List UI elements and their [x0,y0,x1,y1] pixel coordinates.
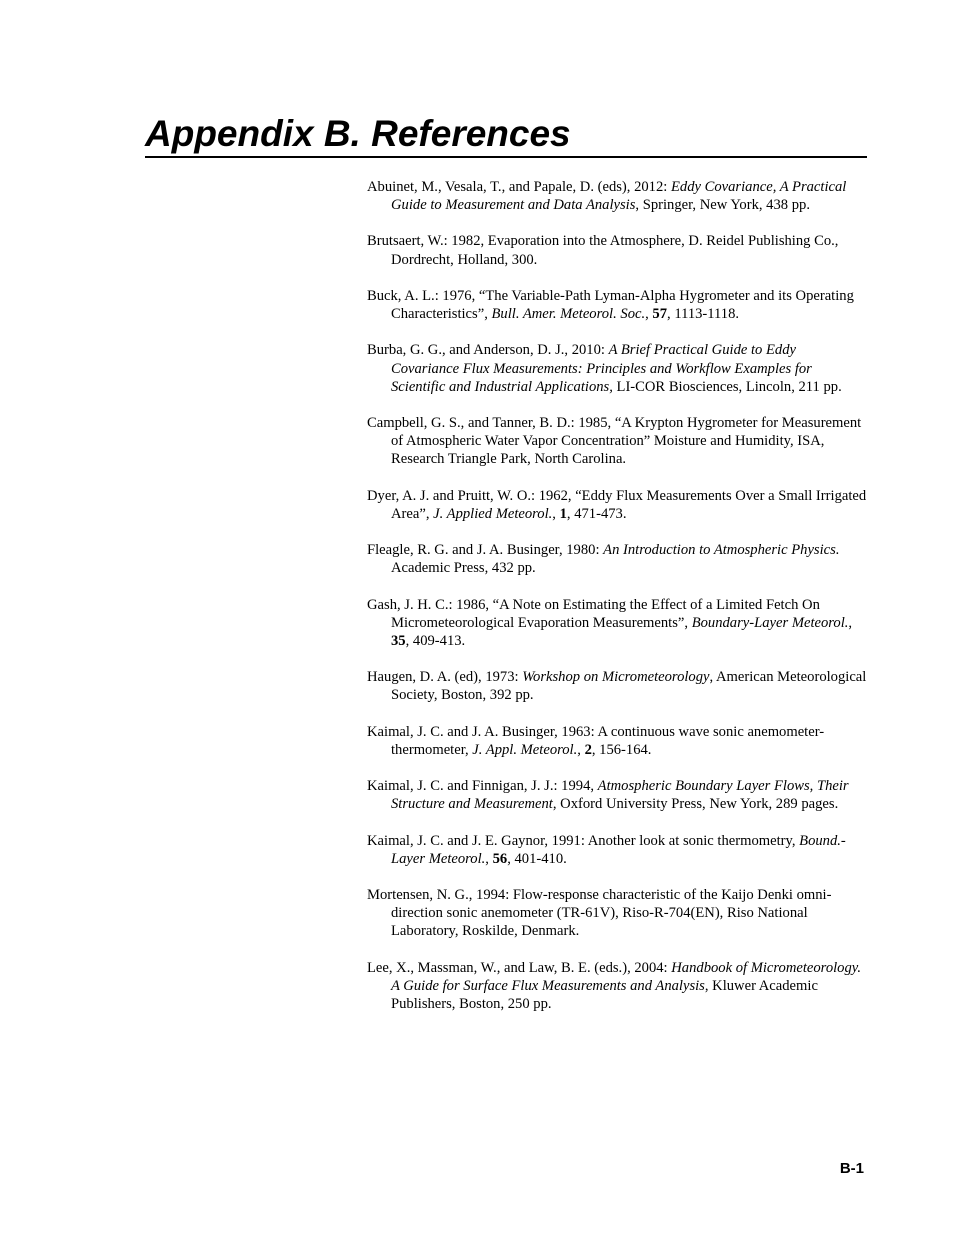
reference-text: Abuinet, M., Vesala, T., and Papale, D. (eds), 2012: [367,179,671,195]
reference-text: , [552,505,560,522]
title-rule [145,156,867,158]
reference-text: Buck, A. L.: 1976, “The Variable-Path Lyman-Alpha Hygrometer and its Operating Characteristics”, [367,287,854,323]
reference-entry [367,723,867,759]
reference-text: , 156-164. [591,741,652,758]
reference-text: Brutsaert, W.: 1982, Evaporation into the Atmosphere, D. Reidel Publishing Co., Dordrecht, Holland, 300. [367,233,839,268]
reference-entry [367,178,867,214]
reference-entry [367,287,867,323]
reference-text: Fleagle, R. G. and J. A. Businger, 1980: [367,542,604,559]
reference-entry [367,886,867,940]
reference-text: Eddy Covariance, A Practical Guide to Measurement and Data Analysis [391,179,847,214]
reference-text: An Introduction to Atmospheric Physics. [603,542,840,559]
reference-text: , American Meteorological Society, Boston, 392 pp. [391,669,867,704]
reference-text: Mortensen, N. G., 1994: Flow-response characteristic of the Kaijo Denki omni-direction sonic anemometer (TR-61V), Riso-R-704(EN), Riso National Laboratory, Roskilde, Denmark. [367,887,832,940]
reference-text: , Oxford University Press, New York, 289 pages. [552,796,839,813]
reference-text: , [848,614,853,631]
reference-text: 2 [584,741,592,758]
reference-text: 1 [559,505,567,522]
reference-text: , [485,850,493,867]
reference-text: LI-COR Biosciences, Lincoln, 211 pp. [612,378,842,395]
reference-text: Haugen, D. A. (ed), 1973: [367,669,523,686]
reference-entry [367,232,867,268]
reference-text: Kaimal, J. C. and J. A. Businger, 1963: A continuous wave sonic anemometer-thermometer, [367,723,825,758]
reference-text: Boundary-Layer Meteorol. [691,614,849,631]
page-title: Appendix B. References [145,113,571,154]
reference-text: 56 [492,850,508,867]
reference-text: , 1113-1118. [667,306,740,323]
reference-entry [367,959,867,1013]
reference-text: Lee, X., Massman, W., and Law, B. E. (eds.), 2004: [367,959,672,976]
reference-entry [367,414,867,468]
reference-text: , [645,306,653,323]
reference-text: , 471-473. [566,505,627,522]
page-number: B-1 [839,1160,864,1177]
reference-text: J. Appl. Meteorol. [472,741,578,758]
reference-entry [367,487,867,523]
reference-text: , 401-410. [507,850,567,867]
reference-entry [367,668,867,704]
reference-entry [367,341,867,395]
reference-text: , [577,741,585,758]
reference-text: Bound.-Layer Meteorol. [391,832,846,867]
reference-text: 57 [652,306,668,323]
reference-text: Academic Press, 432 pp. [391,560,536,577]
reference-entry [367,777,867,813]
reference-list [367,178,867,1031]
reference-text: Burba, G. G., and Anderson, D. J., 2010: [367,342,609,359]
reference-text: , Springer, New York, 438 pp. [635,197,810,214]
reference-text: Dyer, A. J. and Pruitt, W. O.: 1962, “Eddy Flux Measurements Over a Small Irrigated Area”, [367,487,867,522]
reference-text: Kaimal, J. C. and Finnigan, J. J.: 1994, [367,778,598,795]
reference-entry [367,541,867,577]
reference-text: Gash, J. H. C.: 1986, “A Note on Estimating the Effect of a Limited Fetch On Micrometeorological Evaporation Measurements”, [367,596,820,631]
reference-text: Kaimal, J. C. and J. E. Gaynor, 1991: Another look at sonic thermometry, [367,832,800,849]
reference-text: , Kluwer Academic Publishers, Boston, 250 pp. [391,977,818,1012]
reference-text: Workshop on Micrometeorology [522,669,710,686]
reference-text: A Brief Practical Guide to Eddy Covariance Flux Measurements: Principles and Workflow Examples for Scientific and Industrial Applications, [391,342,812,395]
reference-text: Campbell, G. S., and Tanner, B. D.: 1985, “A Krypton Hygrometer for Measurement of Atmospheric Water Vapor Concentration” Moisture and Humidity, ISA, Research Triangle Park, North Carolina. [367,415,862,468]
reference-text: , 409-413. [405,632,466,649]
reference-text: J. Applied Meteorol. [433,505,553,522]
reference-entry [367,832,867,868]
reference-text: Handbook of Micrometeorology. A Guide for Surface Flux Measurements and Analysis [391,959,862,994]
reference-entry [367,596,867,650]
reference-text: Atmospheric Boundary Layer Flows, Their Structure and Measurement [391,778,849,813]
reference-text: Bull. Amer. Meteorol. Soc. [491,306,646,323]
reference-text: 35 [391,632,406,649]
